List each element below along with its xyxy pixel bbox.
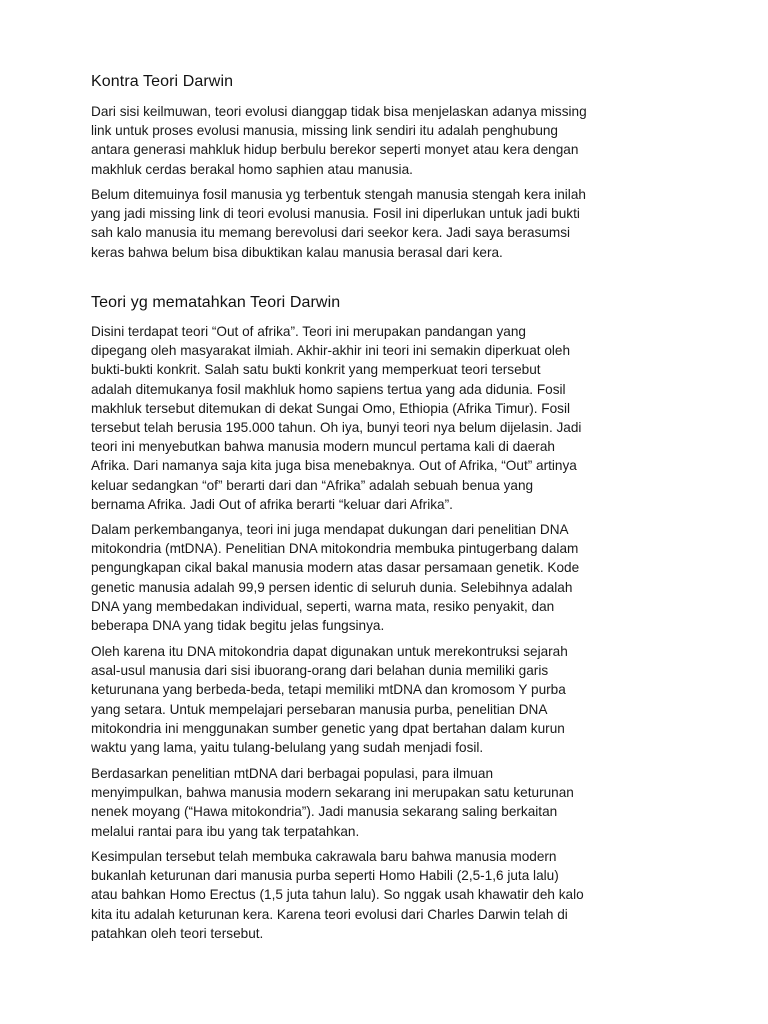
text-line: Berdasarkan penelitian mtDNA dari berbagai populasi, para ilmuan xyxy=(91,766,494,781)
section-heading-kontra: Kontra Teori Darwin xyxy=(91,73,234,90)
text-line: Afrika. Dari namanya saja kita juga bisa menebaknya. Out of Afrika, “Out” artinya xyxy=(91,458,577,474)
text-line: keluar sedangkan “of” berarti dari dan “Afrika” adalah sebuah benua yang xyxy=(91,477,534,493)
text-line: yang setara. Untuk mempelajari persebaran manusia purba, penelitian DNA xyxy=(91,701,548,717)
text-line: DNA yang membedakan individual, seperti, warna mata, resiko penyakit, dan xyxy=(91,598,555,614)
text-line: Disini terdapat teori “Out of afrika”. Teori ini merupakan pandangan yang xyxy=(91,324,526,339)
text-line: bukanlah keturunan dari manusia purba seperti Homo Habili (2,5-1,6 juta lalu) xyxy=(91,868,559,884)
text-line: keras bahwa belum bisa dibuktikan kalau manusia berasal dari kera. xyxy=(91,244,503,260)
text-line: mitokondria (mtDNA). Penelitian DNA mitokondria membuka pintugerbang dalam xyxy=(91,541,579,557)
section-heading-teori: Teori yg mematahkan Teori Darwin xyxy=(91,294,341,311)
text-line: sah kalo manusia itu memang berevolusi dari seekor kera. Jadi saya berasumsi xyxy=(91,225,571,241)
text-line: Dari sisi keilmuwan, teori evolusi dianggap tidak bisa menjelaskan adanya missing xyxy=(91,104,587,119)
text-line: beberapa DNA yang tidak begitu jelas fungsinya. xyxy=(91,618,385,634)
paragraph-teori-4 xyxy=(91,764,691,841)
text-line: bukti-bukti konkrit. Salah satu bukti konkrit yang memperkuat teori tersebut xyxy=(91,362,541,378)
paragraph-teori-1 xyxy=(91,322,691,514)
text-line: keturunana yang berbeda-beda, tetapi memiliki mtDNA dan kromosom Y purba xyxy=(91,682,566,698)
paragraph-teori-5 xyxy=(91,847,691,943)
text-line: tersebut telah berusia 195.000 tahun. Oh iya, bunyi teori nya belum dijelasin. Jadi xyxy=(91,420,582,436)
paragraph-kontra-1 xyxy=(91,102,691,179)
paragraph-teori-3 xyxy=(91,642,691,757)
text-line: melalui rantai para ibu yang tak terpatahkan. xyxy=(91,823,360,839)
text-line: bernama Afrika. Jadi Out of afrika berarti “keluar dari Afrika”. xyxy=(91,496,453,512)
text-line: nenek moyang (“Hawa mitokondria”). Jadi manusia sekarang saling berkaitan xyxy=(91,804,558,820)
text-line: adalah ditemukanya fosil makhluk homo sapiens tertua yang ada didunia. Fosil xyxy=(91,381,566,397)
paragraph-kontra-2 xyxy=(91,185,691,262)
text-line: Oleh karena itu DNA mitokondria dapat digunakan untuk merekontruksi sejarah xyxy=(91,644,568,659)
text-line: waktu yang lama, yaitu tulang-belulang yang sudah menjadi fosil. xyxy=(91,740,484,756)
text-line: antara generasi mahkluk hidup berbulu berekor seperti monyet atau kera dengan xyxy=(91,142,579,158)
text-line: yang jadi missing link di teori evolusi manusia. Fosil ini diperlukan untuk jadi bukti xyxy=(91,206,580,222)
text-line: asal-usul manusia dari sisi ibuorang-orang dari belahan dunia memiliki garis xyxy=(91,663,549,679)
text-line: link untuk proses evolusi manusia, missing link sendiri itu adalah penghubung xyxy=(91,123,558,139)
text-line: mitokondria ini menggunakan sumber genetic yang dpat bertahan dalam kurun xyxy=(91,720,565,736)
text-line: patahkan oleh teori tersebut. xyxy=(91,925,264,941)
text-line: Kesimpulan tersebut telah membuka cakrawala baru bahwa manusia modern xyxy=(91,849,557,864)
text-line: makhluk tersebut ditemukan di dekat Sungai Omo, Ethiopia (Afrika Timur). Fosil xyxy=(91,400,571,416)
text-line: dipegang oleh masyarakat ilmiah. Akhir-akhir ini teori ini semakin diperkuat oleh xyxy=(91,343,571,359)
text-line: menyimpulkan, bahwa manusia modern sekarang ini merupakan satu keturunan xyxy=(91,785,574,801)
text-line: Dalam perkembanganya, teori ini juga mendapat dukungan dari penelitian DNA xyxy=(91,522,569,537)
text-line: Belum ditemuinya fosil manusia yg terbentuk stengah manusia stengah kera inilah xyxy=(91,187,586,202)
text-line: pengungkapan cikal bakal manusia modern atas dasar persamaan genetik. Kode xyxy=(91,560,580,576)
text-line: genetic manusia adalah 99,9 persen identic di seluruh dunia. Selebihnya adalah xyxy=(91,579,573,595)
text-line: atau bahkan Homo Erectus (1,5 juta tahun lalu). So nggak usah khawatir deh kalo xyxy=(91,887,584,903)
text-line: teori ini menyebutkan bahwa manusia modern muncul pertama kali di daerah xyxy=(91,439,555,455)
text-line: kita itu adalah keturunan kera. Karena teori evolusi dari Charles Darwin telah di xyxy=(91,906,568,922)
text-line: makhluk cerdas berakal homo saphien atau manusia. xyxy=(91,161,413,177)
paragraph-teori-2 xyxy=(91,520,691,635)
